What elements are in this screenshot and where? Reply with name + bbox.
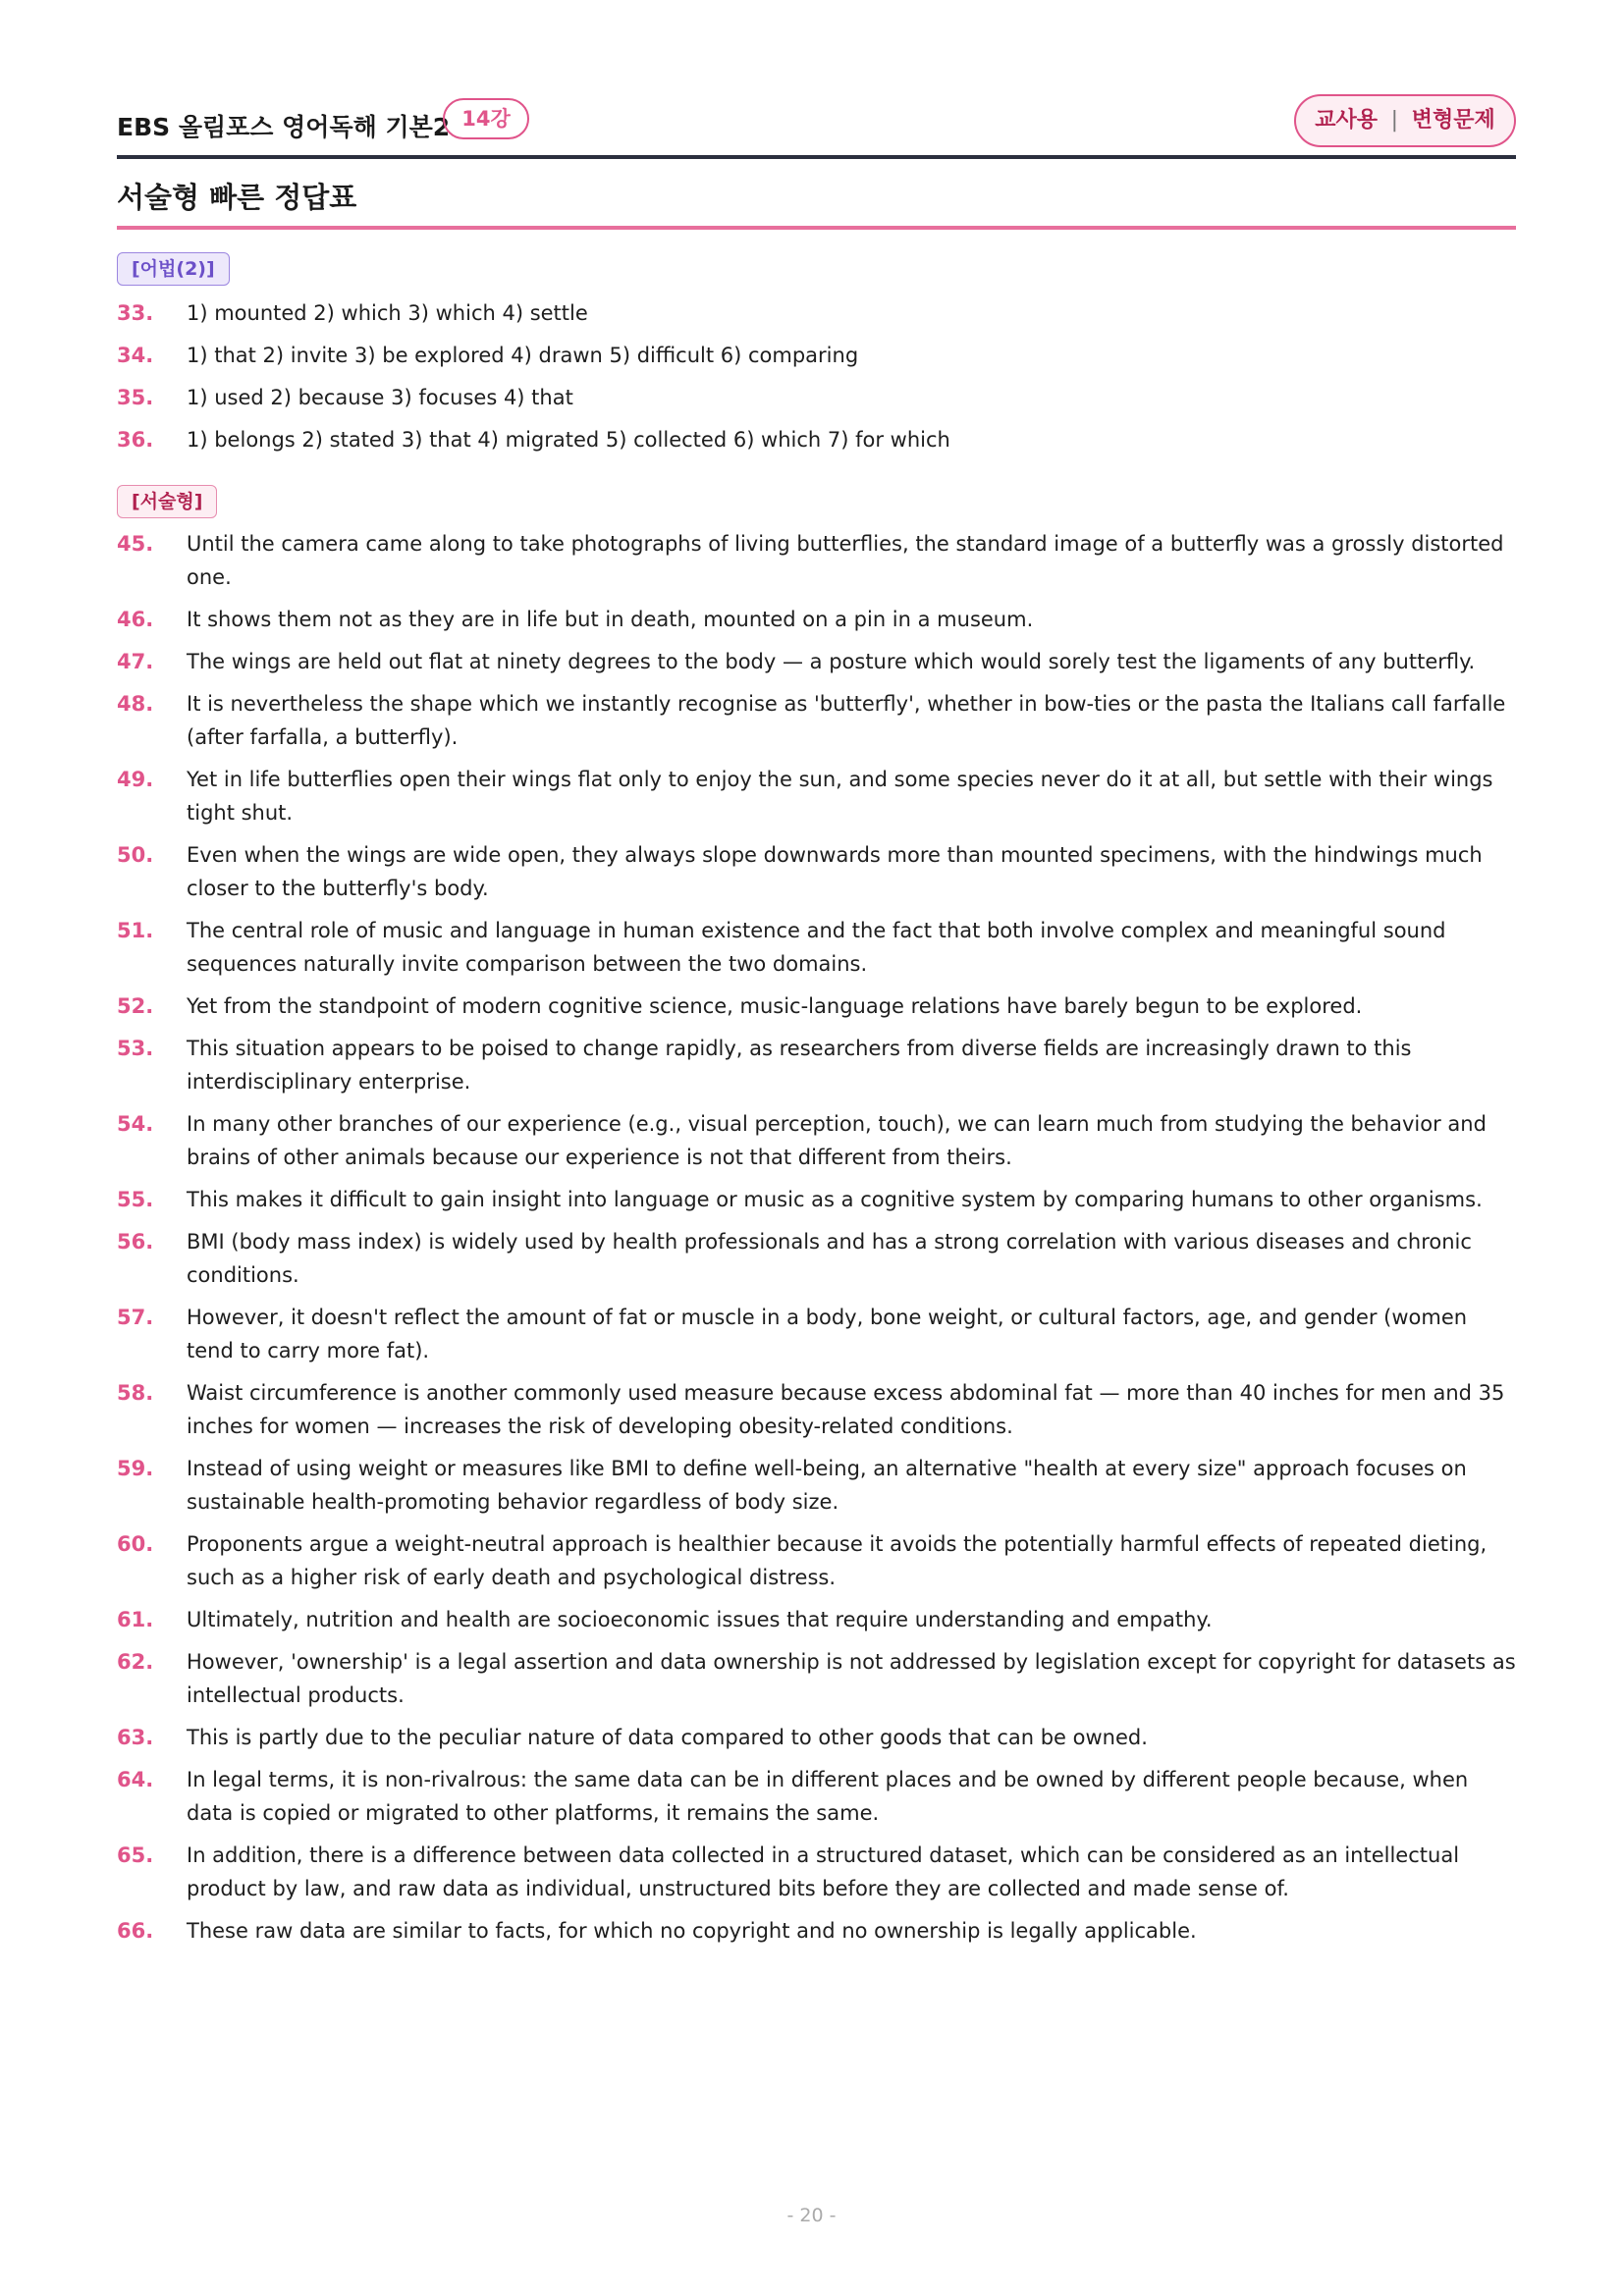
answer-item [117,687,1516,754]
answer-text: Yet in life butterflies open their wings flat only to enjoy the sun, and some species never do it at all, but settle with their wings tight shut. [187,768,1493,825]
question-number: 51. [117,919,154,942]
question-number: 63. [117,1726,154,1749]
answer-text: This is partly due to the peculiar nature of data compared to other goods that can be owned. [187,1726,1148,1749]
question-number: 50. [117,843,154,867]
answer-text: In addition, there is a difference between data collected in a structured dataset, which can be considered as an intellectual product by law, and raw data as individual, unstructured bits before they are collected and made sense of. [187,1843,1460,1900]
answer-item [117,1603,1516,1636]
book-title: EBS 올림포스 영어독해 기본2 [117,113,451,141]
section-title: 서술형 빠른 정답표 [117,181,357,214]
grammar-answer-list [117,296,1516,465]
answer-item [117,1032,1516,1098]
question-number: 48. [117,692,154,716]
question-number: 65. [117,1843,154,1867]
answer-item [117,1107,1516,1174]
answer-text: The wings are held out flat at ninety degrees to the body — a posture which would sorely test the ligaments of any butterfly. [187,650,1476,673]
answer-text: This situation appears to be poised to change rapidly, as researchers from diverse fields are increasingly drawn to this interdisciplinary enterprise. [187,1037,1412,1094]
question-number: 46. [117,608,154,631]
answer-text: Even when the wings are wide open, they always slope downwards more than mounted specimens, with the hindwings much closer to the butterfly's body. [187,843,1483,900]
question-number: 33. [117,301,154,325]
answer-item [117,1763,1516,1830]
answer-item [117,339,1516,381]
answer-text: 1) mounted 2) which 3) which 4) settle [187,301,588,325]
answer-item [117,1721,1516,1754]
question-number: 60. [117,1532,154,1556]
answer-text: Instead of using weight or measures like BMI to define well-being, an alternative "health at every size" approach focuses on sustainable health-promoting behavior regardless of body size. [187,1457,1467,1514]
answer-item [117,423,1516,465]
written-answer-list [117,527,1516,1956]
section-divider [117,226,1516,230]
answer-text: In legal terms, it is non-rivalrous: the same data can be in different places and be owned by different people because, when data is copied or migrated to other platforms, it remains the same. [187,1768,1469,1825]
header-divider [117,155,1516,159]
audience-label: 교사용 [1315,108,1378,133]
question-number: 49. [117,768,154,791]
answer-text: However, it doesn't reflect the amount of fat or muscle in a body, bone weight, or cultural factors, age, and gender (women tend to carry more fat). [187,1306,1468,1362]
question-number: 54. [117,1112,154,1136]
question-number: 66. [117,1919,154,1943]
answer-text: It shows them not as they are in life but in death, mounted on a pin in a museum. [187,608,1034,631]
answer-text: It is nevertheless the shape which we instantly recognise as 'butterfly', whether in bow-ties or the pasta the Italians call farfalle (after farfalla, a butterfly). [187,692,1506,749]
answer-item [117,1527,1516,1594]
question-number: 56. [117,1230,154,1254]
question-number: 35. [117,386,154,409]
answer-text: 1) that 2) invite 3) be explored 4) drawn 5) difficult 6) comparing [187,344,859,367]
answer-text: Until the camera came along to take photographs of living butterflies, the standard image of a butterfly was a grossly distorted one. [187,532,1504,589]
problem-type-label: 변형문제 [1411,108,1495,133]
answer-item [117,763,1516,829]
written-section-tag: [서술형] [117,485,217,518]
question-number: 55. [117,1188,154,1211]
answer-item [117,1645,1516,1712]
answer-text: Yet from the standpoint of modern cognitive science, music-language relations have barely begun to be explored. [187,994,1363,1018]
lesson-badge: 14강 [443,98,529,139]
question-number: 36. [117,428,154,452]
teacher-version-badge [1294,94,1516,147]
question-number: 52. [117,994,154,1018]
badge-separator: | [1390,108,1399,133]
answer-text: This makes it difficult to gain insight into language or music as a cognitive system by comparing humans to other organisms. [187,1188,1483,1211]
question-number: 53. [117,1037,154,1060]
question-number: 64. [117,1768,154,1791]
answer-item [117,989,1516,1023]
answer-item [117,838,1516,905]
question-number: 47. [117,650,154,673]
answer-item [117,645,1516,678]
answer-text: However, 'ownership' is a legal assertion and data ownership is not addressed by legislation except for copyright for datasets as intellectual products. [187,1650,1516,1707]
answer-item [117,1301,1516,1367]
answer-item [117,1914,1516,1948]
answer-item [117,603,1516,636]
answer-item [117,914,1516,981]
answer-text: BMI (body mass index) is widely used by health professionals and has a strong correlation with various diseases and chronic conditions. [187,1230,1472,1287]
grammar-section-tag: [어법(2)] [117,252,230,286]
question-number: 58. [117,1381,154,1405]
answer-item [117,296,1516,339]
answer-text: 1) belongs 2) stated 3) that 4) migrated 5) collected 6) which 7) for which [187,428,950,452]
page-number: - 20 - [786,2205,837,2226]
answer-text: Proponents argue a weight-neutral approach is healthier because it avoids the potentially harmful effects of repeated dieting, such as a higher risk of early death and psychological distress. [187,1532,1488,1589]
answer-item [117,1839,1516,1905]
answer-text: Ultimately, nutrition and health are socioeconomic issues that require understanding and empathy. [187,1608,1213,1631]
answer-item [117,381,1516,423]
question-number: 57. [117,1306,154,1329]
answer-text: 1) used 2) because 3) focuses 4) that [187,386,573,409]
page-header [117,94,1516,151]
answer-item [117,1452,1516,1519]
answer-item [117,1183,1516,1216]
answer-item [117,527,1516,594]
question-number: 59. [117,1457,154,1480]
answer-text: These raw data are similar to facts, for which no copyright and no ownership is legally applicable. [187,1919,1197,1943]
question-number: 45. [117,532,154,556]
question-number: 34. [117,344,154,367]
answer-item [117,1225,1516,1292]
question-number: 62. [117,1650,154,1674]
question-number: 61. [117,1608,154,1631]
answer-text: The central role of music and language in human existence and the fact that both involve complex and meaningful sound sequences naturally invite comparison between the two domains. [187,919,1446,976]
answer-text: Waist circumference is another commonly used measure because excess abdominal fat — more than 40 inches for men and 35 inches for women — increases the risk of developing obesity-related conditions. [187,1381,1505,1438]
answer-text: In many other branches of our experience (e.g., visual perception, touch), we can learn much from studying the behavior and brains of other animals because our experience is not that different from theirs. [187,1112,1487,1169]
answer-item [117,1376,1516,1443]
